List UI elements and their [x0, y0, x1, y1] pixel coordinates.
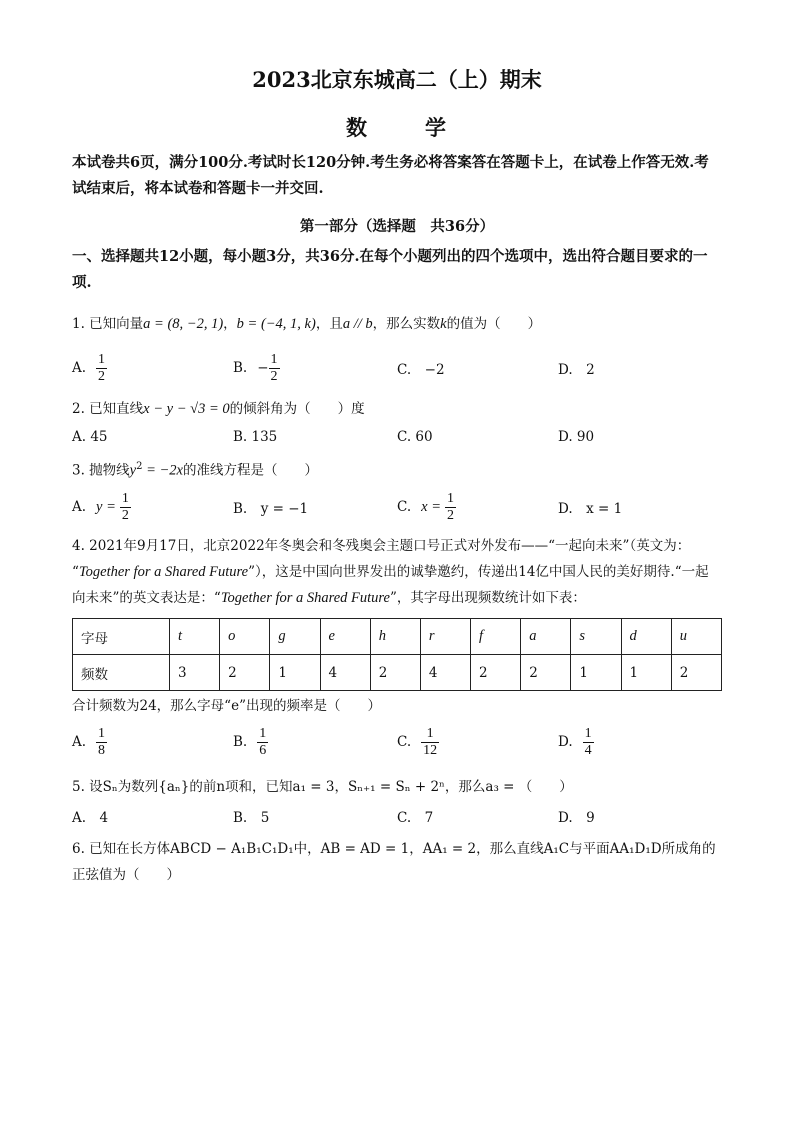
part-one-heading: 第一部分（选择题 共36分） [299, 218, 495, 235]
q5-options [72, 803, 722, 829]
table-cell: r [420, 619, 470, 655]
table-header-cell: 字母 [73, 619, 170, 655]
q2-option-c[interactable]: C. 60 [397, 429, 433, 445]
table-cell: a [521, 619, 571, 655]
table-cell: 4 [420, 655, 470, 691]
table-cell: g [270, 619, 320, 655]
q3-option-d[interactable]: D. x = 1 [558, 501, 623, 517]
table-cell: 1 [270, 655, 320, 691]
q1-k: k [440, 316, 447, 332]
q4-line-1: 4. 2021年9月17日，北京2022年冬奥会和冬残奥会主题口号正式对外发布——“一起向未来”（英文为： [72, 538, 691, 554]
q1-mid: ，且 [315, 316, 343, 332]
q2-option-b[interactable]: B. 135 [233, 429, 278, 445]
q1-option-c[interactable]: C. −2 [397, 362, 445, 378]
q2-option-a[interactable]: A. 45 [72, 429, 108, 445]
subject-heading [0, 112, 794, 142]
page-title: 2023北京东城高二（上）期末 [252, 67, 542, 92]
q5-option-b[interactable]: B. 5 [233, 810, 270, 826]
table-cell: 1 [621, 655, 671, 691]
question-4 [72, 533, 722, 611]
q1-parallel: a // b [342, 316, 373, 332]
q1-prefix: 1. 已知向量 [72, 316, 144, 332]
table-row [73, 655, 722, 691]
q2-line-equation: x − y − √3 = 0 [143, 401, 230, 417]
q3-options [72, 487, 722, 527]
exam-instructions: 本试卷共6页，满分100分.考试时长120分钟.考生务必将答案答在答题卡上，在试卷上作答无效.考试结束后，将本试卷和答题卡一并交回. [72, 154, 709, 197]
question-3: 3. 抛物线$y^2 = -2x$的准线方程是（ ） [72, 461, 318, 479]
table-cell: 4 [320, 655, 370, 691]
q1-vector-b: b = (−4, 1, k) [236, 316, 316, 332]
table-cell: t [170, 619, 220, 655]
q1-suffix: ，那么实数 [372, 316, 441, 332]
q3-option-c[interactable]: C. x = $\frac{1}{2}$ [397, 490, 454, 523]
letter-frequency-table [72, 618, 722, 691]
q4-option-c[interactable]: C. $\frac{1}{12}$ [397, 725, 438, 758]
table-cell: 2 [521, 655, 571, 691]
table-cell: 2 [370, 655, 420, 691]
table-cell: d [621, 619, 671, 655]
q4-option-d[interactable]: D. $\frac{1}{4}$ [558, 725, 592, 758]
table-cell: 1 [571, 655, 621, 691]
q2-options [72, 424, 722, 450]
table-cell: 2 [671, 655, 721, 691]
q4-line-3: 向未来”的英文表达是：“Together for a Shared Future”，其字母出现频数统计如下表： [72, 590, 586, 606]
table-cell: u [671, 619, 721, 655]
table-cell: 2 [471, 655, 521, 691]
table-cell: o [220, 619, 270, 655]
q6-line-1: 6. 已知在长方体ABCD − A₁B₁C₁D₁中，AB = AD = 1，AA₁ = 2，那么直线A₁C与平面AA₁D₁D所成角的 [72, 841, 716, 857]
table-cell: 2 [220, 655, 270, 691]
q4-options [72, 722, 722, 762]
table-header-cell: 频数 [73, 655, 170, 691]
question-1 [72, 311, 722, 337]
table-cell: e [320, 619, 370, 655]
q5-option-a[interactable]: A. 4 [72, 810, 109, 826]
question-5: 5. 设Sₙ为数列{aₙ}的前n项和，已知a₁ = 3，Sₙ₊₁ = Sₙ + 2ⁿ，那么a₃ = （ ） [72, 779, 573, 795]
q1-sep: ， [223, 316, 237, 332]
q6-line-2: 正弦值为（ ） [72, 867, 180, 883]
q1-end: 的值为（ ） [446, 316, 542, 332]
q3-option-a[interactable]: A. y = $\frac{1}{2}$ [72, 490, 129, 523]
question-6 [72, 836, 722, 888]
subject-right: 学 [425, 115, 448, 140]
section-one-heading: 一、选择题共12小题，每小题3分，共36分.在每个小题列出的四个选项中，选出符合题目要求的一项. [72, 248, 708, 291]
q4-option-a[interactable]: A. $\frac{1}{8}$ [72, 725, 106, 758]
q1-vector-a: a = (8, −2, 1) [143, 316, 224, 332]
q4-question-text: 合计频数为24，那么字母“e”出现的频率是（ ） [72, 698, 381, 714]
q3-option-b[interactable]: B. y = −1 [233, 501, 309, 517]
table-cell: s [571, 619, 621, 655]
q4-option-b[interactable]: B. $\frac{1}{6}$ [233, 725, 267, 758]
table-cell: f [471, 619, 521, 655]
q1-option-b[interactable]: B. − $\frac{1}{2}$ [233, 351, 278, 384]
q1-option-a[interactable]: A. $\frac{1}{2}$ [72, 351, 106, 384]
q1-options [72, 348, 722, 388]
table-cell: 3 [170, 655, 220, 691]
question-2: 2. 已知直线x − y − √3 = 0的倾斜角为（ ）度 [72, 401, 365, 417]
q4-line-2: “Together for a Shared Future”），这是中国向世界发出的诚挚邀约，传递出14亿中国人民的美好期待.“一起 [72, 564, 709, 580]
q5-option-d[interactable]: D. 9 [558, 810, 595, 826]
q5-option-c[interactable]: C. 7 [397, 810, 434, 826]
table-cell: h [370, 619, 420, 655]
q1-option-d[interactable]: D. 2 [558, 362, 595, 378]
q2-option-d[interactable]: D. 90 [558, 429, 595, 445]
table-row [73, 619, 722, 655]
subject-left: 数 [346, 115, 369, 140]
